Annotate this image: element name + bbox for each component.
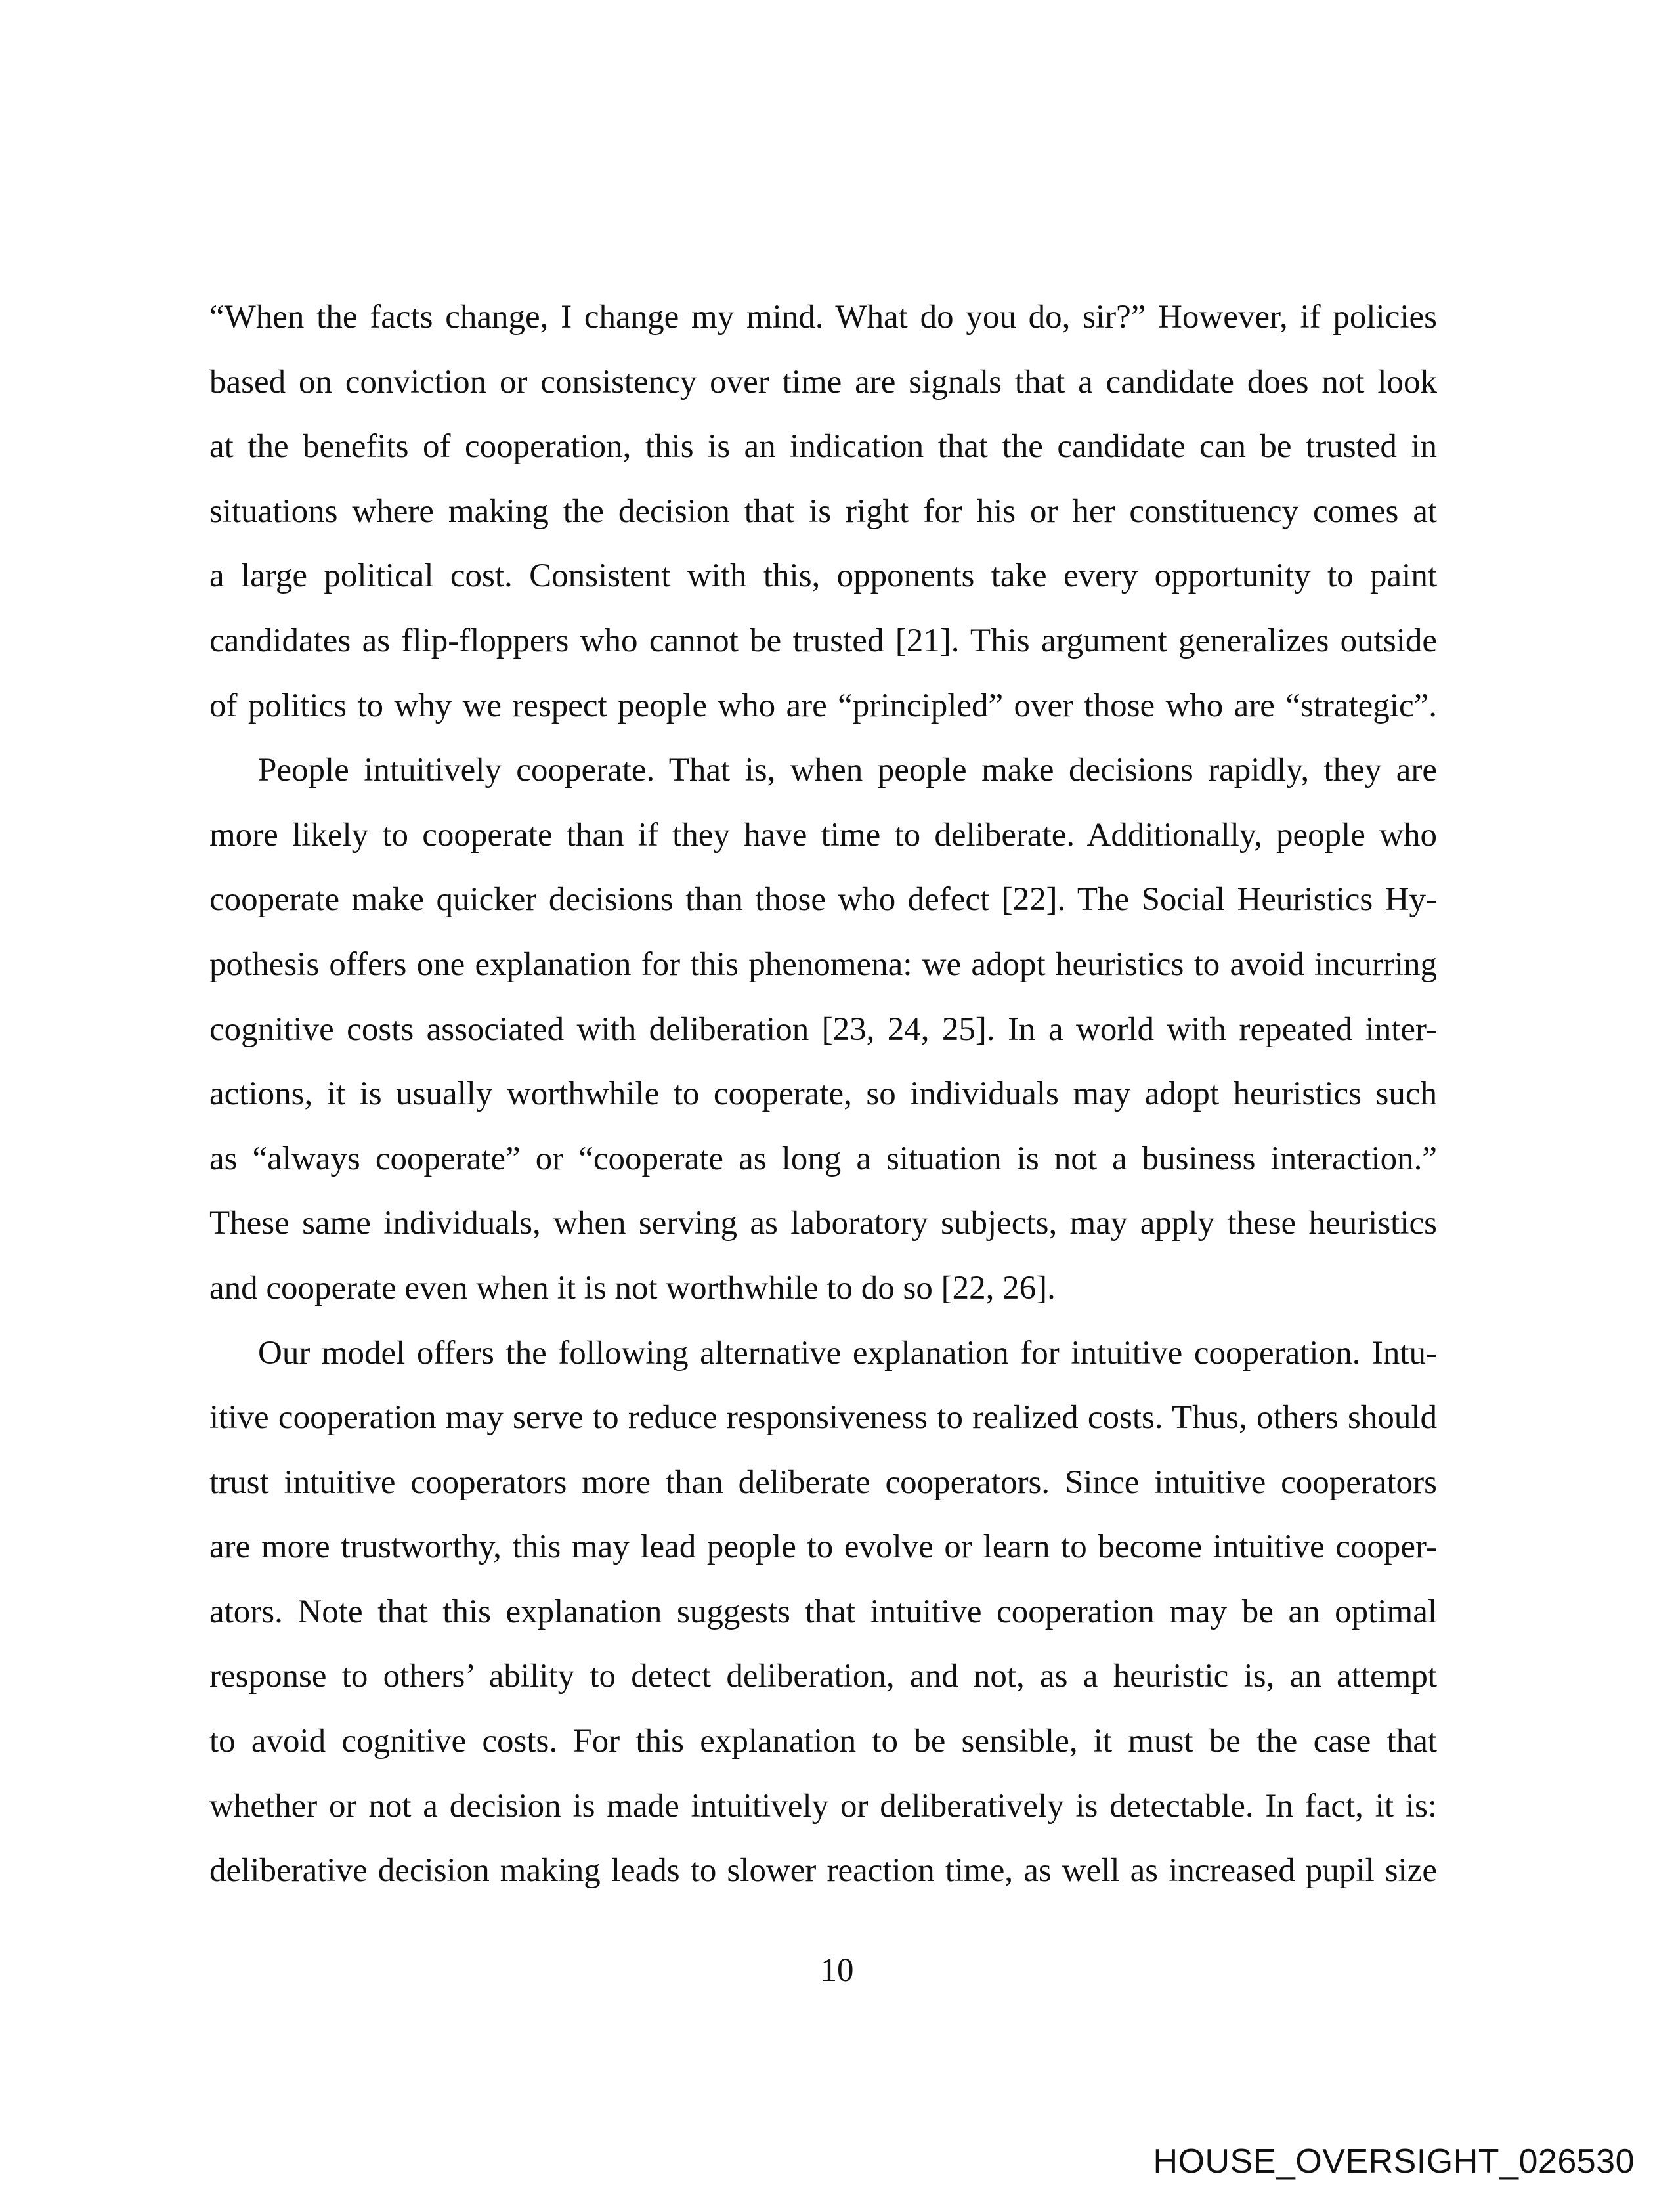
body-text [209, 294, 1437, 1913]
text-line: deliberative decision making leads to slower reaction time, as well as increased pupil size [209, 1852, 1437, 1890]
text-line: trust intuitive cooperators more than deliberate cooperators. Since intuitive cooperators [209, 1464, 1437, 1501]
text-line: cognitive costs associated with deliberation [23, 24, 25]. In a world with repeated inter- [209, 1010, 1437, 1048]
text-line: cooperate make quicker decisions than those who defect [22]. The Social Heuristics Hy- [209, 881, 1437, 919]
text-line: to avoid cognitive costs. For this explanation to be sensible, it must be the case that [209, 1723, 1437, 1760]
text-line: ators. Note that this explanation suggests that intuitive cooperation may be an optimal [209, 1593, 1437, 1630]
document-id-footer: HOUSE_OVERSIGHT_026530 [1153, 2142, 1635, 2180]
text-line: based on conviction or consistency over time are signals that a candidate does not look [209, 363, 1437, 401]
page-number: 10 [820, 1952, 854, 1989]
text-line: are more trustworthy, this may lead people to evolve or learn to become intuitive cooper- [209, 1529, 1437, 1566]
text-line: response to others’ ability to detect deliberation, and not, as a heuristic is, an attempt [209, 1658, 1437, 1695]
text-line: of politics to why we respect people who are “principled” over those who are “strategic”. [209, 687, 1437, 724]
text-line: more likely to cooperate than if they have time to deliberate. Additionally, people who [209, 816, 1437, 854]
text-line: and cooperate even when it is not worthwhile to do so [22, 26]. [209, 1269, 1056, 1307]
text-line: candidates as flip-floppers who cannot be trusted [21]. This argument generalizes outside [209, 622, 1437, 659]
text-line: as “always cooperate” or “cooperate as long a situation is not a business interaction.” [209, 1140, 1437, 1177]
text-line: whether or not a decision is made intuitively or deliberatively is detectable. In fact, it is: [209, 1787, 1437, 1825]
text-line: People intuitively cooperate. That is, when people make decisions rapidly, they are [258, 752, 1437, 789]
text-line: These same individuals, when serving as laboratory subjects, may apply these heuristics [209, 1205, 1437, 1242]
text-line: itive cooperation may serve to reduce responsiveness to realized costs. Thus, others should [209, 1399, 1437, 1437]
text-line: Our model offers the following alternative explanation for intuitive cooperation. Intu- [258, 1334, 1437, 1372]
text-line: pothesis offers one explanation for this phenomena: we adopt heuristics to avoid incurring [209, 945, 1437, 983]
text-line: at the benefits of cooperation, this is an indication that the candidate can be trusted in [209, 428, 1437, 466]
text-line: actions, it is usually worthwhile to cooperate, so individuals may adopt heuristics such [209, 1075, 1437, 1113]
text-line: “When the facts change, I change my mind. What do you do, sir?” However, if policies [209, 299, 1437, 336]
text-line: a large political cost. Consistent with this, opponents take every opportunity to paint [209, 557, 1437, 595]
text-line: situations where making the decision that is right for his or her constituency comes at [209, 492, 1437, 530]
